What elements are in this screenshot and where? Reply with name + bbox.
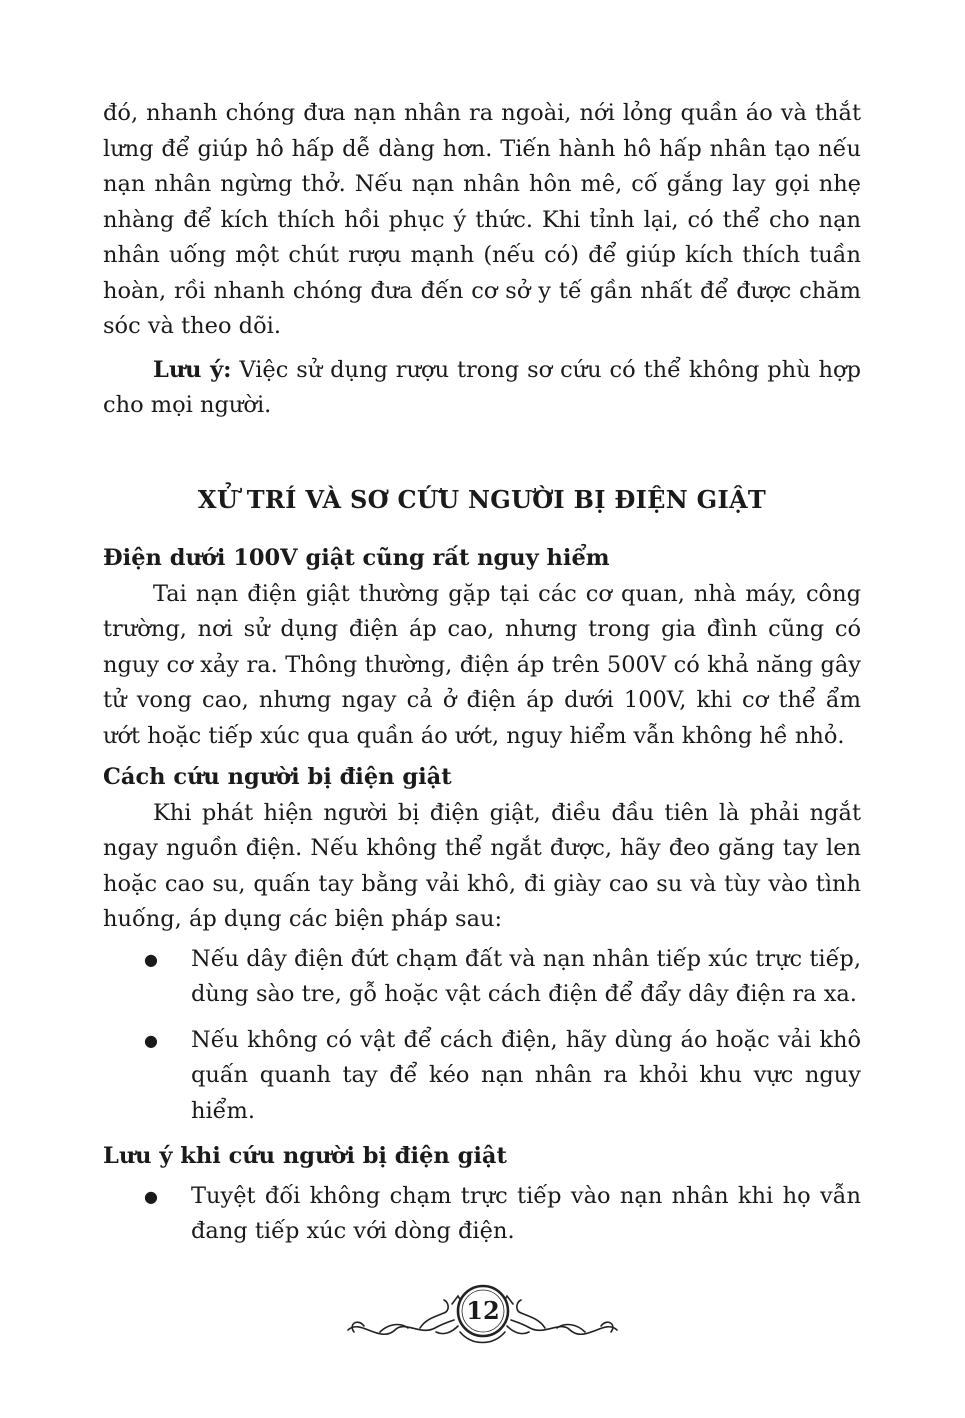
bullet-icon: ● [144, 1186, 158, 1206]
subheading-caution: Lưu ý khi cứu người bị điện giật [103, 1143, 507, 1169]
list-item [103, 1023, 861, 1130]
bullet-icon: ● [144, 949, 158, 969]
rescue-bullet-list [103, 942, 861, 1130]
note-text: Việc sử dụng rượu trong sơ cứu có thể không phù hợp cho mọi người. [103, 356, 861, 418]
note-paragraph [103, 353, 861, 424]
caution-bullet-list [103, 1179, 861, 1250]
list-item [103, 942, 861, 1013]
voltage-paragraph: Tai nạn điện giật thường gặp tại các cơ quan, nhà máy, công trường, nơi sử dụng điện áp cao, nhưng trong gia đình cũng có nguy cơ xảy ra. Thông thường, điện áp trên 500V có khả năng gây tử vong cao, nhưng ngay cả ở điện áp dưới 100V, khi cơ thể ẩm ướt hoặc tiếp xúc qua quần áo ướt, nguy hiểm vẫn không hề nhỏ. [103, 580, 861, 749]
rescue-paragraph: Khi phát hiện người bị điện giật, điều đầu tiên là phải ngắt ngay nguồn điện. Nếu không thể ngắt được, hãy đeo găng tay len hoặc cao su, quấn tay bằng vải khô, đi giày cao su và tùy vào tình huống, áp dụng các biện pháp sau: [103, 799, 861, 932]
list-item [103, 1179, 861, 1250]
intro-paragraph: đó, nhanh chóng đưa nạn nhân ra ngoài, nới lỏng quần áo và thắt lưng để giúp hô hấp dễ dàng hơn. Tiến hành hô hấp nhân tạo nếu nạn nhân ngừng thở. Nếu nạn nhân hôn mê, cố gắng lay gọi nhẹ nhàng để kích thích hồi phục ý thức. Khi tỉnh lại, có thể cho nạn nhân uống một chút rượu mạnh (nếu có) để giúp kích thích tuần hoàn, rồi nhanh chóng đưa đến cơ sở y tế gần nhất để được chăm sóc và theo dõi. [103, 100, 861, 339]
list-item-text: Nếu dây điện đứt chạm đất và nạn nhân tiếp xúc trực tiếp, dùng sào tre, gỗ hoặc vật cách điện để đẩy dây điện ra xa. [191, 945, 861, 1007]
page-footer-ornament [340, 1274, 625, 1354]
page-number: 12 [466, 1296, 500, 1325]
list-item-text: Nếu không có vật để cách điện, hãy dùng áo hoặc vải khô quấn quanh tay để kéo nạn nhân ra khỏi khu vực nguy hiểm. [191, 1026, 861, 1124]
section-title: XỬ TRÍ VÀ SƠ CỨU NGƯỜI BỊ ĐIỆN GIẬT [197, 484, 767, 514]
page-content [103, 96, 861, 1260]
list-item-text: Tuyệt đối không chạm trực tiếp vào nạn nhân khi họ vẫn đang tiếp xúc với dòng điện. [191, 1182, 861, 1244]
subheading-rescue: Cách cứu người bị điện giật [103, 764, 452, 790]
note-label: Lưu ý: [153, 356, 232, 383]
bullet-icon: ● [144, 1030, 158, 1050]
subheading-voltage: Điện dưới 100V giật cũng rất nguy hiểm [103, 545, 610, 571]
